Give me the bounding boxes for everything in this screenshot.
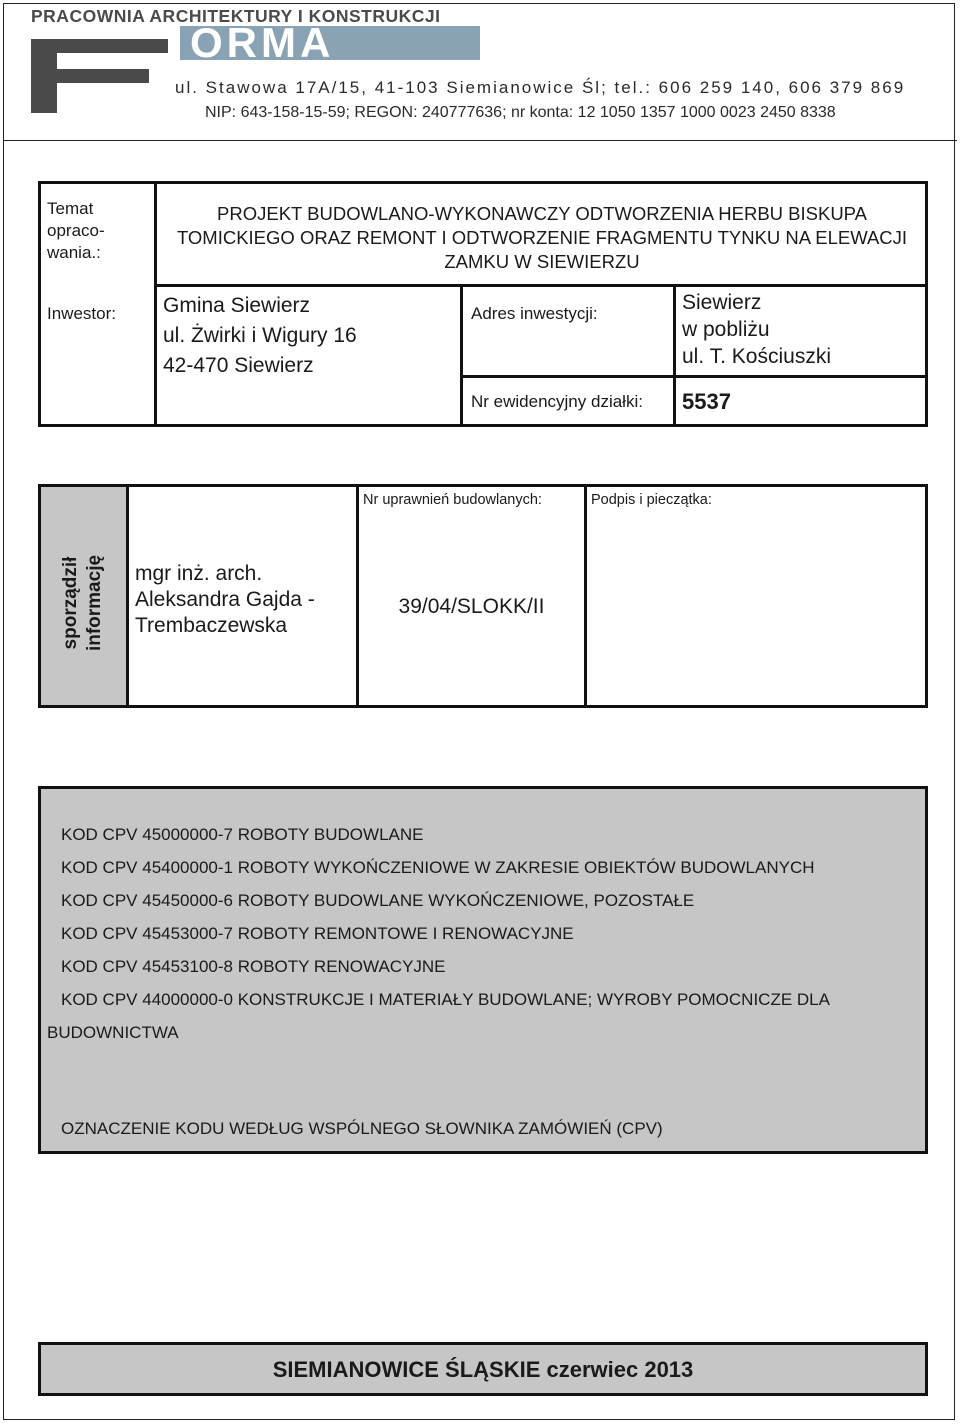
firm-name: PRACOWNIA ARCHITEKTURY I KONSTRUKCJI <box>31 6 441 26</box>
company-registry: NIP: 643-158-15-59; REGON: 240777636; nr konta: 12 1050 1357 1000 0023 2450 8338 <box>205 104 836 121</box>
table-divider <box>126 484 129 708</box>
address-line: Siewierz <box>682 291 762 314</box>
cpv-note: OZNACZENIE KODU WEDŁUG WSPÓLNEGO SŁOWNIKA ZAMÓWIEŃ (CPV) <box>61 1119 663 1138</box>
cpv-codes-box <box>38 786 928 1154</box>
signature-area <box>589 517 925 703</box>
signature-header: Podpis i pieczątka: <box>591 492 712 508</box>
cpv-code-line: BUDOWNICTWA <box>47 1023 179 1042</box>
cpv-code-line: KOD CPV 45450000-6 ROBOTY BUDOWLANE WYKOŃCZENIOWE, POZOSTAŁE <box>61 891 695 910</box>
author-name-line: Trembaczewska <box>135 614 288 637</box>
logo-f-top-bar <box>31 39 168 53</box>
investor-label: Inwestor: <box>47 304 116 323</box>
table-divider <box>584 484 587 708</box>
table-divider <box>154 284 928 287</box>
investor-address <box>163 291 453 381</box>
cpv-code-line: KOD CPV 45400000-1 ROBOTY WYKOŃCZENIOWE W ZAKRESIE OBIEKTÓW BUDOWLANYCH <box>61 858 815 877</box>
author-side-label <box>43 537 123 657</box>
topic-label: Temat opraco-wania.: <box>47 199 105 262</box>
address-line: ul. T. Kościuszki <box>682 345 831 368</box>
cpv-code-line: KOD CPV 45453100-8 ROBOTY RENOWACYJNE <box>61 957 446 976</box>
project-info-table <box>38 181 928 427</box>
place-and-date: SIEMIANOWICE ŚLĄSKIE czerwiec 2013 <box>272 1357 694 1382</box>
investor-line: ul. Żwirki i Wigury 16 <box>163 324 357 347</box>
author-name <box>135 561 350 639</box>
project-topic: PROJEKT BUDOWLANO-WYKONAWCZY ODTWORZENIA HERBU BISKUPA TOMICKIEGO ORAZ REMONT I ODTWORZENIE FRAGMENTU TYNKU NA ELEWACJI ZAMKU W SIEWIERZU <box>176 203 908 272</box>
cpv-code-line: KOD CPV 44000000-0 KONSTRUKCJE I MATERIAŁY BUDOWLANE; WYROBY POMOCNICZE DLA <box>61 990 830 1009</box>
investor-line: Gmina Siewierz <box>163 294 311 317</box>
side-label-line: sporządził <box>60 556 81 650</box>
address-line: w pobliżu <box>682 318 770 341</box>
footer-box <box>38 1342 928 1396</box>
table-divider <box>673 284 676 427</box>
header-divider <box>3 140 957 141</box>
license-header: Nr uprawnień budowlanych: <box>363 492 542 508</box>
table-divider <box>154 181 157 427</box>
cpv-code-line: KOD CPV 45453000-7 ROBOTY REMONTOWE I RENOWACYJNE <box>61 924 574 943</box>
investment-address-label: Adres inwestycji: <box>471 304 598 323</box>
logo-text: ORMA <box>190 19 335 66</box>
investment-address <box>682 289 922 370</box>
company-address: ul. Stawowa 17A/15, 41-103 Siemianowice Śl; tel.: 606 259 140, 606 379 869 <box>175 78 906 97</box>
table-divider <box>460 284 463 427</box>
author-name-line: Aleksandra Gajda - <box>135 588 315 611</box>
author-name-line: mgr inż. arch. <box>135 562 263 585</box>
parcel-label: Nr ewidencyjny działki: <box>471 392 643 411</box>
author-table <box>38 484 928 708</box>
parcel-number: 5537 <box>682 389 731 414</box>
license-number: 39/04/SLOKK/II <box>398 595 545 618</box>
investor-line: 42-470 Siewierz <box>163 354 314 377</box>
table-divider <box>460 375 928 378</box>
side-label-line: informację <box>84 554 105 652</box>
cpv-code-line: KOD CPV 45000000-7 ROBOTY BUDOWLANE <box>61 825 424 844</box>
logo-f-middle-bar <box>31 69 149 83</box>
